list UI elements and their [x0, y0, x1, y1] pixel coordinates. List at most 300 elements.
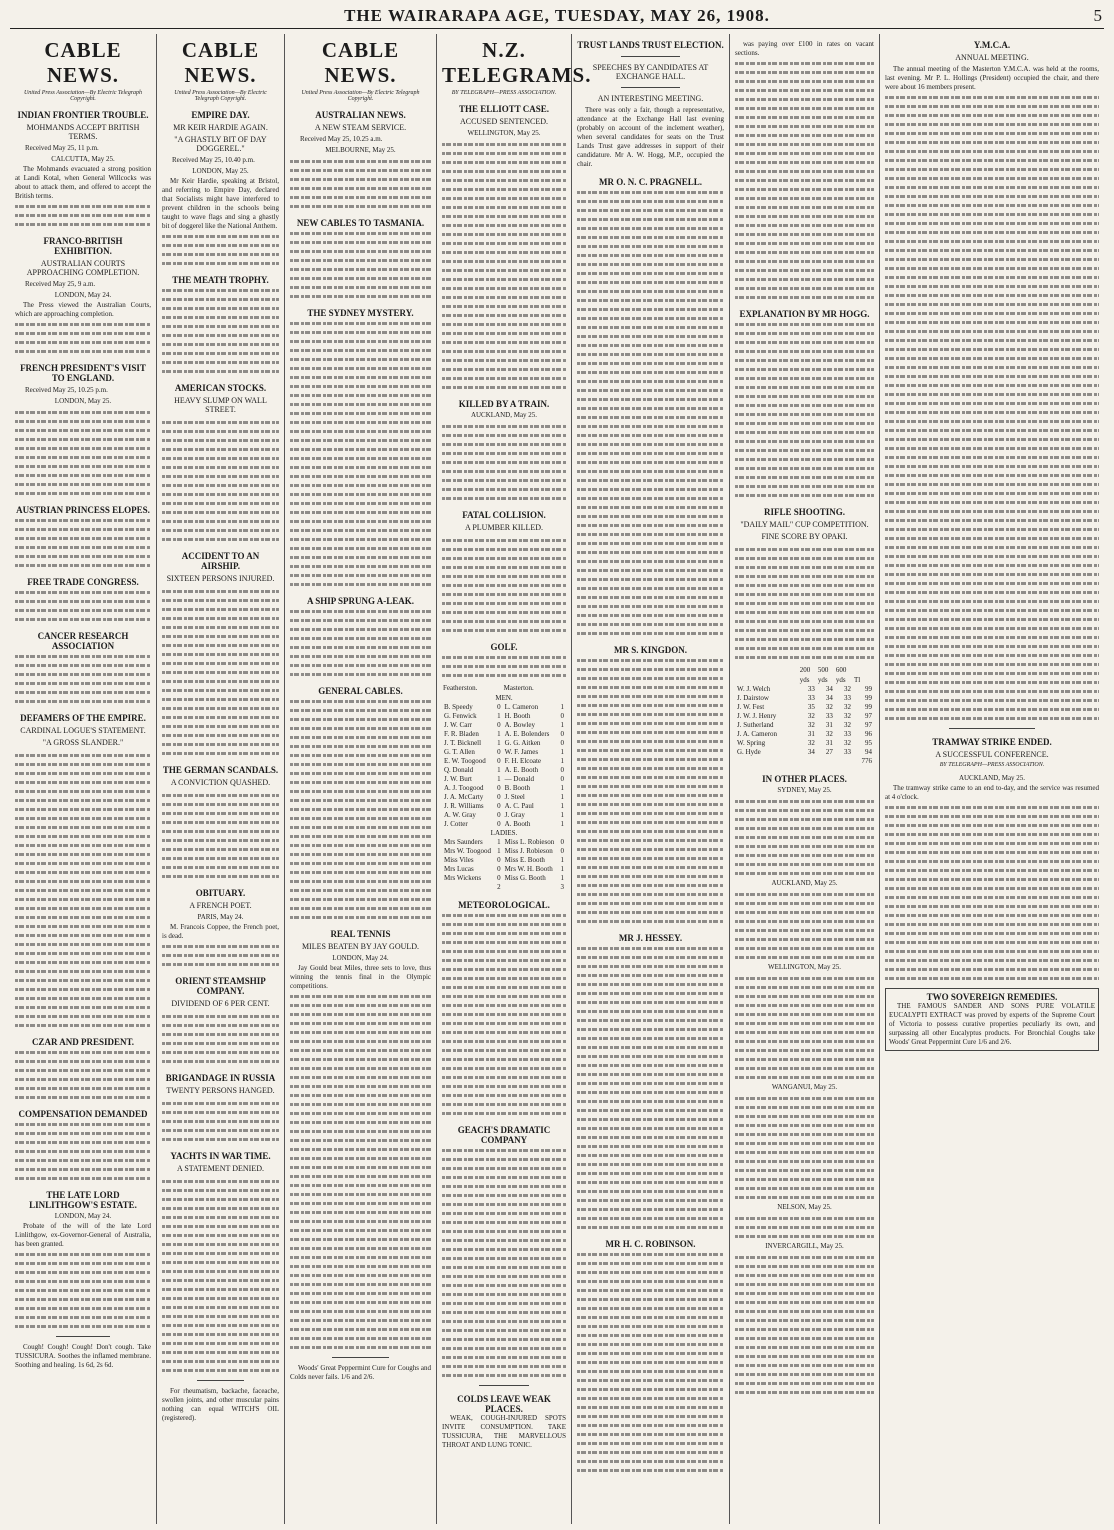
shooter-score: 99 [865, 685, 872, 693]
article-headline: EMPIRE DAY. [191, 110, 250, 120]
player-score: 1 [560, 865, 564, 873]
shooter-score: 32 [843, 712, 851, 720]
player-name: Miss E. Booth [504, 856, 545, 864]
article-body [735, 1093, 874, 1201]
masthead [10, 4, 1104, 29]
article-headline: DEFAMERS OF THE EMPIRE. [20, 713, 146, 723]
article-body [735, 544, 874, 661]
player-score: 1 [560, 784, 564, 792]
column-heading: CABLE NEWS. [321, 38, 400, 87]
article-body [162, 1098, 279, 1143]
player-name: J. A. McCarty [444, 793, 484, 801]
shooter-score: 33 [807, 685, 815, 693]
column-4 [437, 34, 592, 1524]
table-row [442, 739, 566, 748]
shooter-score: 32 [843, 685, 851, 693]
shooter-score: 34 [825, 685, 833, 693]
table-row [442, 820, 566, 829]
player-name: A. J. Toogood [444, 784, 484, 792]
credit-line: United Press Association—By Electric Telegraph Copyright. [23, 90, 143, 102]
article-subhead: TWENTY PERSONS HANGED. [166, 1086, 275, 1095]
table-row [442, 730, 566, 739]
divider [949, 728, 1035, 729]
player-score: 1 [560, 703, 564, 711]
article-body [162, 1011, 279, 1065]
section-heading: MR S. KINGDON. [613, 645, 687, 655]
advertisement-body: THE FAMOUS SANDER AND SONS PURE VOLATILE EUCALYPTI EXTRACT was proved by experts of the Supreme Court of Victoria to possess curative properties peculiarly its own, and surpassing all other Eucalyptus products. For Bronchial Coughs take Woods' Great Peppermint Cure 1/6 and 2/6. [889, 1002, 1095, 1046]
player-name: A. E. Bolenders [504, 730, 550, 738]
shooter-score: 32 [807, 739, 815, 747]
article-body [162, 417, 279, 543]
advertisement-box [885, 988, 1099, 1051]
article-subhead: SIXTEEN PERSONS INJURED. [166, 574, 275, 583]
player-name: A. E. Booth [504, 766, 539, 774]
column-heading: N.Z. TELEGRAMS. [442, 38, 592, 87]
player-score: 1 [497, 838, 501, 846]
shooter-score: 94 [865, 748, 872, 756]
article-headline: KILLED BY A TRAIN. [458, 399, 550, 409]
article-headline: INDIAN FRONTIER TROUBLE. [17, 110, 149, 120]
table-row [735, 703, 874, 712]
article-headline: YACHTS IN WAR TIME. [170, 1151, 271, 1161]
player-name: B. Speedy [444, 703, 473, 711]
table-row [735, 748, 874, 757]
article-body [15, 587, 151, 623]
article-subhead: MOHMANDS ACCEPT BRITISH TERMS. [26, 123, 140, 141]
credit-line: United Press Association—By Electric Telegraph Copyright. [301, 90, 420, 102]
received-line: Received May 25, 10.40 p.m. [172, 156, 255, 164]
team-right-header: Masterton. [503, 684, 534, 692]
article-body [162, 1176, 279, 1374]
article-headline: OBITUARY. [195, 888, 246, 898]
player-name: G. G. Aitken [504, 739, 541, 747]
team-left-header: Featherston. [443, 684, 478, 692]
player-name: E. W. Toogood [444, 757, 486, 765]
column-unit: yds [799, 676, 810, 684]
player-score: 0 [560, 730, 564, 738]
player-score: 1 [560, 721, 564, 729]
player-score: 1 [497, 766, 501, 774]
article-body [290, 318, 431, 588]
player-score: 0 [560, 712, 564, 720]
player-score: 0 [497, 802, 501, 810]
shooter-name: W. J. Welch [737, 685, 771, 693]
article-subhead: A FRENCH POET. [189, 901, 252, 910]
article-body-continued [162, 231, 279, 267]
dateline-place: LONDON, May 24. [54, 1212, 112, 1220]
player-score: 1 [497, 712, 501, 720]
table-row [735, 721, 874, 730]
article-subhead: SPEECHES BY CANDIDATES AT EXCHANGE HALL. [592, 63, 709, 81]
shooter-score: 99 [865, 703, 872, 711]
shooter-score: 33 [843, 730, 851, 738]
article-body [735, 1213, 874, 1240]
player-score: 0 [497, 703, 501, 711]
player-name: J. T. Bicknell [444, 739, 482, 747]
article-body [162, 790, 279, 880]
player-score: 1 [497, 730, 501, 738]
table-row [442, 766, 566, 775]
column-7 [880, 34, 1104, 1524]
received-line: Received May 25, 11 p.m. [25, 144, 99, 152]
player-name: Mrs W. H. Booth [504, 865, 553, 873]
column-header: 200 [799, 666, 811, 674]
player-score: 0 [497, 748, 501, 756]
dateline-place: WELLINGTON, May 25. [467, 129, 541, 137]
article-body: There was only a fair, though a representative, attendance at the Exchange Hall last evening (probably on account of the inclement weather), when several candidates for seats on the Trust Lands Trust gave addresses in support of their candidature. Mr A. W. Hogg, M.P., occupied the chair. [577, 106, 724, 168]
advertisement: Cough! Cough! Cough! Don't cough. Take TUSSICURA. Soothes the inflamed membrane. Soothing and healing. 1s 6d, 2s 6d. [15, 1343, 151, 1369]
player-name: Miss J. Robieson [504, 847, 553, 855]
article-headline: COMPENSATION DEMANDED [18, 1109, 148, 1119]
credit-line: United Press Association—By Electric Telegraph Copyright. [174, 90, 267, 102]
totals-row [735, 757, 874, 766]
article-subhead: ANNUAL MEETING. [955, 53, 1029, 62]
article-headline: ORIENT STEAMSHIP COMPANY. [175, 976, 266, 996]
section-heading: MR O. N. C. PRAGNELL. [599, 177, 702, 187]
golf-men-rows [442, 703, 566, 829]
column-3 [285, 34, 437, 1524]
shooter-score: 32 [843, 703, 851, 711]
player-name: H. Booth [504, 712, 531, 720]
total-left: 2 [497, 883, 501, 891]
article-headline: RIFLE SHOOTING. [763, 507, 846, 517]
article-headline: NEW CABLES TO TASMANIA. [296, 218, 425, 228]
player-score: 1 [560, 811, 564, 819]
dateline-place: WELLINGTON, May 25. [768, 963, 841, 971]
article-body [442, 535, 566, 634]
divider [332, 1357, 388, 1358]
article-body-continued [162, 941, 279, 968]
dateline-place: PARIS, May 24. [197, 913, 244, 921]
total-right: 3 [560, 883, 564, 891]
article-body [290, 228, 431, 300]
table-row [442, 712, 566, 721]
rifle-scores-table [735, 665, 874, 766]
article-subhead: CARDINAL LOGUE'S STATEMENT. [20, 726, 146, 735]
article-headline: TRUST LANDS TRUST ELECTION. [577, 40, 724, 50]
article-body [577, 187, 724, 637]
credit-line: BY TELEGRAPH—PRESS ASSOCIATION. [939, 762, 1045, 768]
dateline-place: AUCKLAND, May 25. [470, 411, 538, 419]
article-body [15, 1047, 151, 1101]
shooter-score: 33 [843, 694, 851, 702]
shooter-name: J. Sutherland [737, 721, 774, 729]
player-name: A. C. Paul [504, 802, 534, 810]
article-subhead: ACCUSED SENTENCED. [459, 117, 548, 126]
article-body [442, 139, 566, 391]
player-score: 1 [497, 775, 501, 783]
article-headline: GEACH'S DRAMATIC COMPANY [457, 1125, 551, 1145]
golf-ladies-rows [442, 838, 566, 883]
shooter-score: 31 [825, 739, 833, 747]
article-body [442, 652, 566, 679]
table-row [735, 694, 874, 703]
article-subhead: DIVIDEND OF 6 PER CENT. [171, 999, 270, 1008]
article-body: Jay Gould beat Miles, three sets to love, thus winning the tennis final in the Olympic competitions. [290, 964, 431, 990]
received-line: Received May 25, 9 a.m. [25, 280, 96, 288]
table-row [442, 838, 566, 847]
shooter-score: 97 [865, 721, 872, 729]
article-body-continued [885, 92, 1099, 722]
article-body [15, 515, 151, 569]
article-headline: AUSTRIAN PRINCESS ELOPES. [16, 505, 150, 515]
section-heading: EXPLANATION BY MR HOGG. [739, 309, 870, 319]
column-header [735, 665, 799, 675]
table-row [442, 811, 566, 820]
player-name: Mrs Lucas [444, 865, 474, 873]
player-name: J. Steel [504, 793, 525, 801]
article-subhead: "A GROSS SLANDER." [42, 738, 124, 747]
column-5 [572, 34, 730, 1524]
advertisement-headline: COLDS LEAVE WEAK PLACES. [457, 1394, 551, 1414]
table-row [442, 721, 566, 730]
shooter-score: 27 [825, 748, 833, 756]
player-score: 1 [497, 847, 501, 855]
shooter-score: 97 [865, 712, 872, 720]
player-score: 0 [497, 856, 501, 864]
section-heading: MR H. C. ROBINSON. [605, 1239, 696, 1249]
section-heading: MR J. HESSEY. [618, 933, 683, 943]
player-name: G. T. Allen [444, 748, 475, 756]
article-subhead: HEAVY SLUMP ON WALL STREET. [174, 396, 267, 414]
player-name: F. R. Bladen [444, 730, 479, 738]
player-score: 1 [560, 802, 564, 810]
player-score: 0 [560, 775, 564, 783]
player-score: 0 [497, 811, 501, 819]
table-row [735, 712, 874, 721]
article-body-continued [15, 201, 151, 228]
article-body [162, 285, 279, 375]
article-body [442, 421, 566, 502]
article-subhead: MR KEIR HARDIE AGAIN. [173, 123, 268, 132]
article-body [15, 407, 151, 497]
shooter-score: 33 [843, 748, 851, 756]
article-body: The annual meeting of the Masterton Y.M.C.A. was held at the rooms, last evening. Mr P. L. Hollings (President) occupied the chair, and there were about 16 members present. [885, 65, 1099, 91]
article-headline: BRIGANDAGE IN RUSSIA [165, 1073, 276, 1083]
dateline-place: MELBOURNE, May 25. [325, 146, 396, 154]
article-body: The Mohmands evacuated a strong position at Landi Kotal, when General Willcocks was about to attack them, and offered to accept the British terms. [15, 165, 151, 200]
table-row [442, 757, 566, 766]
table-row [442, 703, 566, 712]
received-line: Received May 25, 10.25 p.m. [25, 386, 108, 394]
player-score: 0 [560, 847, 564, 855]
player-score: 1 [560, 820, 564, 828]
table-row [442, 856, 566, 865]
divider [621, 87, 680, 88]
article-body [735, 973, 874, 1081]
shooter-score: 34 [825, 694, 833, 702]
shooter-score: 95 [865, 739, 872, 747]
player-score: 1 [560, 874, 564, 882]
table-row [442, 874, 566, 883]
advertisement: Woods' Great Peppermint Cure for Coughs and Colds never fails. 1/6 and 2/6. [290, 1364, 431, 1381]
dateline-place: LONDON, May 24. [54, 291, 112, 299]
dateline-place: WANGANUI, May 25. [771, 1083, 838, 1091]
player-score: 1 [497, 739, 501, 747]
column-heading: CABLE NEWS. [181, 38, 260, 87]
player-name: L. Cameron [504, 703, 539, 711]
dateline-place: LONDON, May 25. [54, 397, 112, 405]
article-subhead: AN INTERESTING MEETING. [597, 94, 704, 103]
shooter-score: 31 [807, 730, 815, 738]
column-header: 600 [835, 666, 847, 674]
rifle-score-rows [735, 685, 874, 757]
article-body: M. Francois Coppee, the French poet, is dead. [162, 923, 279, 940]
article-body-continued [290, 991, 431, 1351]
player-score: 0 [497, 784, 501, 792]
player-name: A. Booth [504, 820, 531, 828]
player-score: 0 [497, 757, 501, 765]
shooter-score: 32 [825, 730, 833, 738]
golf-results-table [442, 683, 566, 892]
player-name: J. W. Carr [444, 721, 472, 729]
player-score: 1 [560, 748, 564, 756]
article-body [735, 319, 874, 499]
article-body [162, 586, 279, 757]
article-subhead: "DAILY MAIL" CUP COMPETITION. [740, 520, 869, 529]
player-score: 0 [497, 874, 501, 882]
player-name: Miss Viles [444, 856, 474, 864]
article-body [15, 750, 151, 1029]
shooter-score: 32 [807, 721, 815, 729]
article-headline: GENERAL CABLES. [318, 686, 403, 696]
table-header-row [442, 683, 566, 693]
article-headline: THE SYDNEY MYSTERY. [307, 308, 414, 318]
article-body [735, 796, 874, 877]
shooter-score: 33 [825, 712, 833, 720]
article-headline: CZAR AND PRESIDENT. [31, 1037, 135, 1047]
player-name: J. R. Williams [444, 802, 484, 810]
advertisement: WEAK, COUGH-INJURED SPOTS INVITE CONSUMPTION. TAKE TUSSICURA, THE MARVELLOUS THROAT AND LUNG TONIC. [442, 1414, 566, 1449]
article-headline: AMERICAN STOCKS. [174, 383, 267, 393]
article-headline: FATAL COLLISION. [462, 510, 546, 520]
article-headline: THE GERMAN SCANDALS. [162, 765, 279, 775]
article-body-continued [15, 1249, 151, 1330]
dateline-place: INVERCARGILL, May 25. [765, 1242, 844, 1250]
article-subhead: AUSTRALIAN COURTS APPROACHING COMPLETION. [26, 259, 140, 277]
ladies-section-label: LADIES. [490, 829, 518, 837]
newspaper-title: THE WAIRARAPA AGE, TUESDAY, MAY 26, 1908. [344, 6, 770, 25]
article-body [577, 943, 724, 1231]
dateline-place: LONDON, May 25. [192, 167, 249, 175]
credit-line: BY TELEGRAPH—PRESS ASSOCIATION. [451, 90, 557, 96]
player-name: J. Cotter [444, 820, 468, 828]
article-body: was paying over £100 in rates on vacant sections. [735, 40, 874, 57]
player-name: B. Booth [504, 784, 530, 792]
table-row [735, 730, 874, 739]
player-score: 1 [560, 856, 564, 864]
table-row [442, 748, 566, 757]
article-headline: THE LATE LORD LINLITHGOW'S ESTATE. [29, 1190, 137, 1210]
player-score: 0 [497, 721, 501, 729]
article-subhead: A SUCCESSFUL CONFERENCE. [935, 750, 1049, 759]
article-body: Probate of the will of the late Lord Linlithgow, ex-Governor-General of Australia, has been granted. [15, 1222, 151, 1248]
article-body: The tramway strike came to an end to-day, and the service was resumed at 4 o'clock. [885, 784, 1099, 801]
article-body-continued [15, 319, 151, 355]
dateline-place: NELSON, May 25. [777, 1203, 832, 1211]
shooter-score: 99 [865, 694, 872, 702]
player-score: 0 [560, 739, 564, 747]
article-body [735, 1252, 874, 1396]
divider [621, 56, 680, 57]
article-subhead: A NEW STEAM SERVICE. [314, 123, 407, 132]
column-2 [157, 34, 285, 1524]
player-name: W. F. James [504, 748, 539, 756]
shooter-name: J. A. Cameron [737, 730, 778, 738]
column-heading: CABLE NEWS. [44, 38, 122, 87]
column-header: 500 [817, 666, 829, 674]
article-body [577, 655, 724, 925]
shooter-score: 32 [843, 721, 851, 729]
column-header [853, 665, 874, 675]
shooter-name: J. Dairstow [737, 694, 769, 702]
shooter-score: 35 [807, 703, 815, 711]
shooter-name: J. W. Fest [737, 703, 765, 711]
player-name: Q. Donald [444, 766, 474, 774]
shooter-score: 34 [807, 748, 815, 756]
advertisement: For rheumatism, backache, faceache, swollen joints, and other muscular pains nothing can equal WITCH'S OIL (registered). [162, 1387, 279, 1422]
article-headline: TRAMWAY STRIKE ENDED. [932, 737, 1052, 747]
table-row [442, 775, 566, 784]
player-name: Miss L. Robieson [504, 838, 555, 846]
table-row [735, 739, 874, 748]
player-name: J. W. Burt [444, 775, 473, 783]
article-headline: Y.M.C.A. [973, 40, 1011, 50]
article-subhead: A STATEMENT DENIED. [177, 1164, 264, 1173]
player-score: 0 [560, 766, 564, 774]
player-name: F. H. Elcoate [504, 757, 542, 765]
article-headline: A SHIP SPRUNG A-LEAK. [306, 596, 415, 606]
article-body: Mr Keir Hardie, speaking at Bristol, and referring to Empire Day, declared that Socialists might have interfered to prevent children in the schools being taught to wave flags and sing a ghastly bit of doggerel like the National Anthem. [162, 177, 279, 230]
shooter-name: G. Hyde [737, 748, 761, 756]
player-name: G. Fenwick [444, 712, 477, 720]
player-name: A. Bowley [504, 721, 535, 729]
player-name: Mrs Wickens [444, 874, 482, 882]
article-headline: CANCER RESEARCH ASSOCIATION [37, 631, 129, 651]
article-body [577, 1249, 724, 1474]
column-unit: Tl [853, 676, 861, 684]
scores-total: 776 [861, 757, 872, 765]
article-headline: THE ELLIOTT CASE. [458, 104, 550, 114]
table-row [442, 793, 566, 802]
table-header-row [735, 665, 874, 675]
divider [56, 1336, 110, 1337]
dateline-place: CALCUTTA, May 25. [51, 155, 115, 163]
section-heading: IN OTHER PLACES. [762, 774, 847, 784]
article-subhead: "A GHASTLY BIT OF DAY DOGGEREL." [174, 135, 267, 153]
player-score: 0 [560, 838, 564, 846]
player-score: 0 [497, 793, 501, 801]
player-name: Miss G. Booth [504, 874, 546, 882]
article-subhead: A PLUMBER KILLED. [465, 523, 543, 532]
divider [479, 1385, 529, 1386]
totals-row [442, 883, 566, 892]
player-name: A. W. Gray [444, 811, 476, 819]
article-headline: AUSTRALIAN NEWS. [315, 110, 406, 120]
article-body [735, 889, 874, 961]
article-body [15, 651, 151, 705]
men-section-label: MEN. [495, 694, 513, 702]
table-row [735, 685, 874, 694]
player-name: Mrs Saunders [444, 838, 483, 846]
article-body-continued [735, 58, 874, 301]
article-body [290, 606, 431, 678]
article-subhead: A CONVICTION QUASHED. [170, 778, 271, 787]
shooter-score: 32 [825, 703, 833, 711]
player-score: 1 [560, 793, 564, 801]
article-body [442, 910, 566, 1117]
player-name: — Donald [504, 775, 535, 783]
